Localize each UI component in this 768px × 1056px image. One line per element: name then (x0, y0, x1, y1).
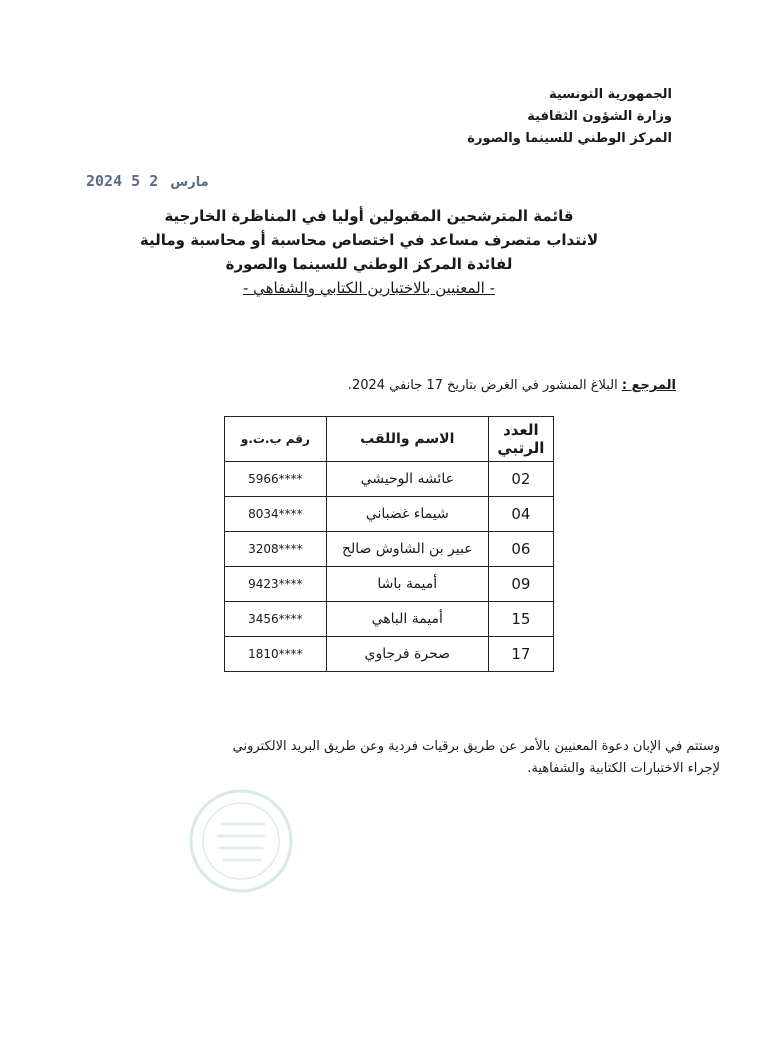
cell-id: 5966**** (225, 462, 327, 497)
reference-note (348, 378, 676, 393)
cell-name: عائشه الوحيشي (326, 462, 488, 497)
cell-id: 3456**** (225, 602, 327, 637)
cell-id: 1810**** (225, 637, 327, 672)
cell-name: صحرة فرجاوي (326, 637, 488, 672)
cell-rank: 04 (488, 497, 553, 532)
header-republic: الجمهورية التونسية (548, 87, 672, 102)
date-stamp (86, 172, 212, 190)
cell-rank: 02 (488, 462, 553, 497)
header-name: الاسم واللقب (326, 417, 488, 462)
table-row (225, 497, 554, 532)
cell-rank: 17 (488, 637, 553, 672)
title-line-4: - المعنيين بالاختبارين الكتابي والشفاهي - (242, 279, 496, 297)
table-row (225, 602, 554, 637)
header-center: المركز الوطني للسينما والصورة (467, 131, 672, 146)
closing-line-1: وستتم في الإبان دعوة المعنيين بالأمر عن طريق برقيات فردية وعن طريق البريد الالكتروني (232, 739, 720, 754)
cell-name: شيماء غضباني (326, 497, 488, 532)
title-line-1: قائمة المترشحين المقبولين أوليا في المناظرة الخارجية (164, 207, 574, 225)
cell-rank: 06 (488, 532, 553, 567)
cell-name: أميمة باشا (326, 567, 488, 602)
table-row (225, 462, 554, 497)
cell-id: 3208**** (225, 532, 327, 567)
closing-line-2: لإجراء الاختبارات الكتابية والشفاهية. (527, 761, 720, 776)
date-stamp-day: 2 5 (131, 172, 159, 190)
cell-name: أميمة الباهي (326, 602, 488, 637)
title-line-2: لانتداب متصرف مساعد في اختصاص محاسبة أو محاسبة ومالية (139, 231, 599, 249)
table-row (225, 532, 554, 567)
header-ministry: وزارة الشؤون الثقافية (527, 109, 672, 124)
candidates-table (224, 416, 554, 672)
table-row (225, 567, 554, 602)
reference-text: البلاغ المنشور في الغرض بتاريخ 17 جانفي 2024. (347, 378, 618, 393)
cell-rank: 15 (488, 602, 553, 637)
cell-id: 9423**** (225, 567, 327, 602)
document-title (0, 204, 768, 300)
table-row (225, 637, 554, 672)
header-id: رقم ب.ت.و (225, 417, 327, 462)
cell-id: 8034**** (225, 497, 327, 532)
date-stamp-month: مارس (170, 175, 209, 190)
cell-rank: 09 (488, 567, 553, 602)
closing-paragraph (120, 736, 720, 780)
official-seal-icon (186, 786, 296, 896)
table-header-row (225, 417, 554, 462)
header-rank: العدد الرتبي (488, 417, 553, 462)
title-line-3: لفائدة المركز الوطني للسينما والصورة (225, 255, 513, 273)
cell-name: عبير بن الشاوش صالح (326, 532, 488, 567)
document-header (467, 84, 672, 150)
date-stamp-year: 2024 (86, 172, 123, 190)
reference-label: المرجع : (621, 378, 676, 393)
